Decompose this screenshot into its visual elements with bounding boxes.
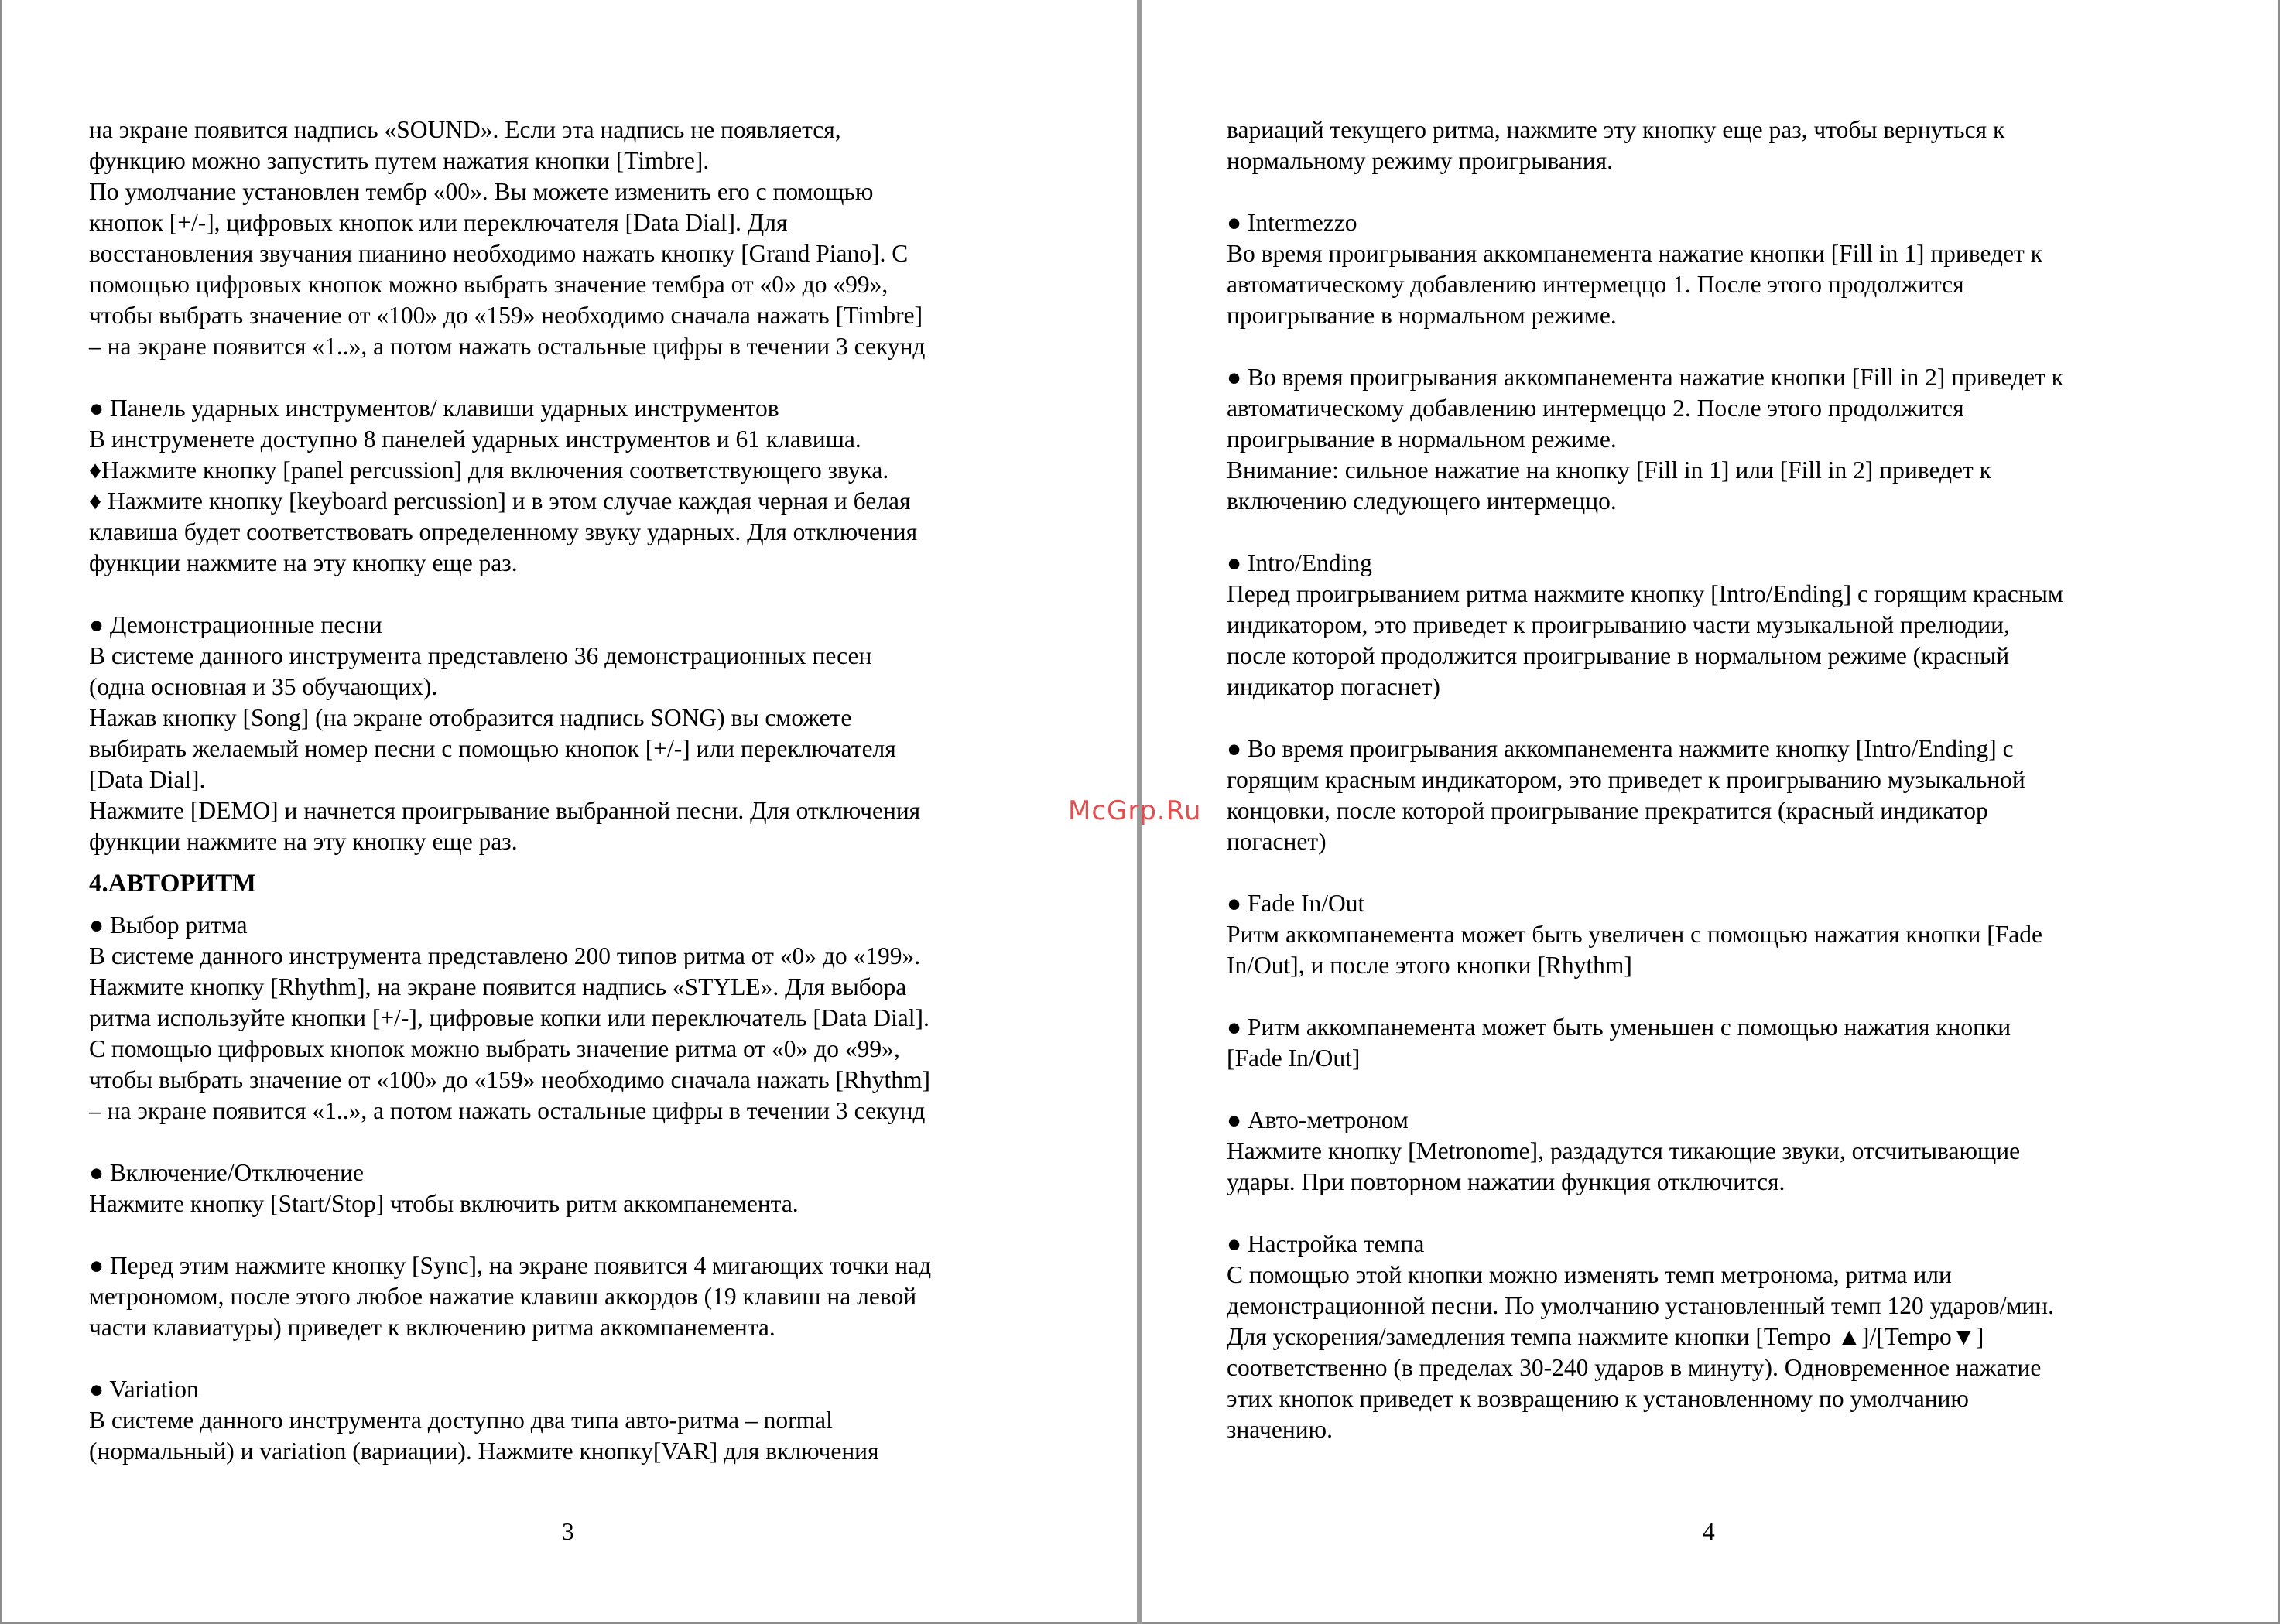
blank-line — [89, 579, 1087, 610]
text-line: [Fade In/Out] — [1227, 1044, 1361, 1072]
text-line: этих кнопок приведет к возвращению к установленному по умолчанию — [1227, 1385, 1969, 1412]
text-line: выбирать желаемый номер песни с помощью кнопок [+/-] или переключателя — [89, 735, 896, 762]
text-line: ● Перед этим нажмите кнопку [Sync], на экране появится 4 мигающих точки над — [89, 1252, 932, 1279]
text-line: Ритм аккомпанемента может быть увеличен с помощью нажатия кнопки [Fade — [1227, 921, 2042, 948]
text-line: ● Панель ударных инструментов/ клавиши ударных инструментов — [89, 395, 779, 422]
text-line: нормальному режиму проигрывания. — [1227, 147, 1613, 174]
text-line: ● Включение/Отключение — [89, 1159, 364, 1186]
text-line: ● Fade In/Out — [1227, 890, 1365, 917]
text-line: индикатор погаснет) — [1227, 673, 1440, 700]
text-line: проигрывание в нормальном режиме. — [1227, 426, 1617, 453]
text-line: горящим красным индикатором, это приведет к проигрыванию музыкальной — [1227, 766, 2025, 793]
blank-line — [89, 1343, 1087, 1374]
text-line: (нормальный) и variation (вариации). Нажмите кнопку[VAR] для включения — [89, 1438, 879, 1465]
text-line: демонстрационной песни. По умолчанию установленный темп 120 ударов/мин. — [1227, 1292, 2054, 1319]
text-line: функции нажмите на эту кнопку еще раз. — [89, 828, 518, 855]
text-line: С помощью этой кнопки можно изменять темп метронома, ритма или — [1227, 1261, 1952, 1288]
text-line: Нажмите кнопку [Metronome], раздадутся тикающие звуки, отсчитывающие — [1227, 1137, 2021, 1164]
text-line: В системе данного инструмента представлено 200 типов ритма от «0» до «199». — [89, 942, 921, 969]
text-line: вариаций текущего ритма, нажмите эту кнопку еще раз, чтобы вернуться к — [1227, 116, 2005, 143]
blank-line — [1227, 703, 2233, 733]
text-line: концовки, после которой проигрывание прекратится (красный индикатор — [1227, 797, 1988, 824]
blank-line — [1227, 517, 2233, 548]
text-line: ● Во время проигрывания аккомпанемента нажатие кнопки [Fill in 2] приведет к — [1227, 364, 2063, 391]
page-edge-left — [0, 0, 2, 1624]
text-line: Нажмите [DEMO] и начнется проигрывание выбранной песни. Для отключения — [89, 797, 921, 824]
text-line: ● Демонстрационные песни — [89, 611, 382, 638]
text-line: В инструменете доступно 8 панелей ударных инструментов и 61 клавиша. — [89, 426, 861, 453]
text-line: ритма используйте кнопки [+/-], цифровые копки или переключатель [Data Dial]. — [89, 1004, 929, 1031]
text-line: чтобы выбрать значение от «100» до «159» необходимо сначала нажать [Timbre] — [89, 302, 923, 329]
page-number-left: 3 — [562, 1518, 574, 1545]
blank-line — [1227, 857, 2233, 888]
blank-line — [89, 1219, 1087, 1250]
text-line: части клавиатуры) приведет к включению ритма аккомпанемента. — [89, 1314, 775, 1341]
text-line: автоматическому добавлению интермеццо 2. После этого продолжится — [1227, 395, 1964, 422]
blank-line — [1227, 331, 2233, 362]
text-line: индикатором, это приведет к проигрыванию части музыкальной прелюдии, — [1227, 611, 2010, 638]
text-line: По умолчание установлен тембр «00». Вы можете изменить его с помощью — [89, 178, 874, 205]
text-line: ● Авто-метроном — [1227, 1106, 1409, 1133]
text-line: В системе данного инструмента представлено 36 демонстрационных песен — [89, 642, 872, 669]
text-line: на экране появится надпись «SOUND». Если эта надпись не появляется, — [89, 116, 841, 143]
text-line: Нажмите кнопку [Rhythm], на экране появится надпись «STYLE». Для выбора — [89, 973, 907, 1000]
text-line: удары. При повторном нажатии функция отключится. — [1227, 1168, 1785, 1195]
text-line: ♦ Нажмите кнопку [keyboard percussion] и в этом случае каждая черная и белая — [89, 487, 911, 515]
text-line: Нажмите кнопку [Start/Stop] чтобы включить ритм аккомпанемента. — [89, 1190, 799, 1217]
text-line: восстановления звучания пианино необходимо нажать кнопку [Grand Piano]. С — [89, 240, 909, 267]
text-line: С помощью цифровых кнопок можно выбрать значение ритма от «0» до «99», — [89, 1035, 900, 1062]
page-number-right: 4 — [1703, 1518, 1715, 1545]
blank-line — [1227, 981, 2233, 1012]
text-line: значению. — [1227, 1416, 1333, 1443]
blank-line — [89, 362, 1087, 393]
text-line: Во время проигрывания аккомпанемента нажатие кнопки [Fill in 1] приведет к — [1227, 240, 2042, 267]
text-line: функции нажмите на эту кнопку еще раз. — [89, 549, 518, 576]
text-line: метрономом, после этого любое нажатие клавиш аккордов (19 клавиш на левой — [89, 1283, 917, 1310]
text-line: В системе данного инструмента доступно два типа авто-ритма – normal — [89, 1407, 833, 1434]
blank-line — [1227, 1074, 2233, 1105]
blank-line — [1227, 176, 2233, 207]
text-line: ● Настройка темпа — [1227, 1230, 1425, 1257]
page-3 — [89, 115, 1087, 1467]
page-4-body — [1227, 115, 2233, 1445]
text-line: функцию можно запустить путем нажатия кнопки [Timbre]. — [89, 147, 710, 174]
text-line: ● Ритм аккомпанемента может быть уменьшен с помощью нажатия кнопки — [1227, 1014, 2011, 1041]
watermark-logo: McGrp.Ru — [1068, 795, 1202, 826]
page-3-body-top — [89, 115, 1087, 857]
text-line: Внимание: сильное нажатие на кнопку [Fill in 1] или [Fill in 2] приведет к — [1227, 456, 1991, 484]
text-line: (одна основная и 35 обучающих). — [89, 673, 438, 700]
text-line: автоматическому добавлению интермеццо 1. После этого продолжится — [1227, 271, 1964, 298]
text-line: ● Во время проигрывания аккомпанемента нажмите кнопку [Intro/Ending] с — [1227, 735, 2014, 762]
page-3-body-bottom — [89, 910, 1087, 1467]
text-line: соответственно (в пределах 30-240 ударов в минуту). Одновременное нажатие — [1227, 1354, 2042, 1381]
text-line: [Data Dial]. — [89, 766, 206, 793]
text-line: включению следующего интермеццо. — [1227, 487, 1617, 515]
blank-line — [89, 1127, 1087, 1157]
text-line: после которой продолжится проигрывание в нормальном режиме (красный — [1227, 642, 2010, 669]
text-line: ● Intermezzo — [1227, 209, 1357, 236]
text-line: ● Variation — [89, 1376, 199, 1403]
text-line: Для ускорения/замедления темпа нажмите кнопки [Tempo ▲]/[Tempo▼] — [1227, 1323, 1984, 1350]
text-line: кнопок [+/-], цифровых кнопок или переключателя [Data Dial]. Для — [89, 209, 788, 236]
text-line: ♦Нажмите кнопку [panel percussion] для включения соответствующего звука. — [89, 456, 889, 484]
text-line: Перед проигрыванием ритма нажмите кнопку [Intro/Ending] с горящим красным — [1227, 580, 2063, 607]
text-line: ● Intro/Ending — [1227, 549, 1372, 576]
text-line: чтобы выбрать значение от «100» до «159» необходимо сначала нажать [Rhythm] — [89, 1066, 931, 1093]
page-4 — [1227, 115, 2233, 1445]
text-line: – на экране появится «1..», а потом нажать остальные цифры в течении 3 секунд — [89, 1097, 926, 1124]
text-line: проигрывание в нормальном режиме. — [1227, 302, 1617, 329]
text-line: помощью цифровых кнопок можно выбрать значение тембра от «0» до «99», — [89, 271, 888, 298]
text-line: Нажав кнопку [Song] (на экране отобразится надпись SONG) вы сможете — [89, 704, 852, 731]
section-heading-autorhythm: 4.АВТОРИТМ — [89, 870, 256, 897]
blank-line — [1227, 1198, 2233, 1229]
text-line: In/Out], и после этого кнопки [Rhythm] — [1227, 952, 1632, 979]
text-line: погаснет) — [1227, 828, 1327, 855]
text-line: ● Выбор ритма — [89, 911, 248, 939]
text-line: – на экране появится «1..», а потом нажать остальные цифры в течении 3 секунд — [89, 333, 926, 360]
text-line: клавиша будет соответствовать определенному звуку ударных. Для отключения — [89, 518, 918, 545]
